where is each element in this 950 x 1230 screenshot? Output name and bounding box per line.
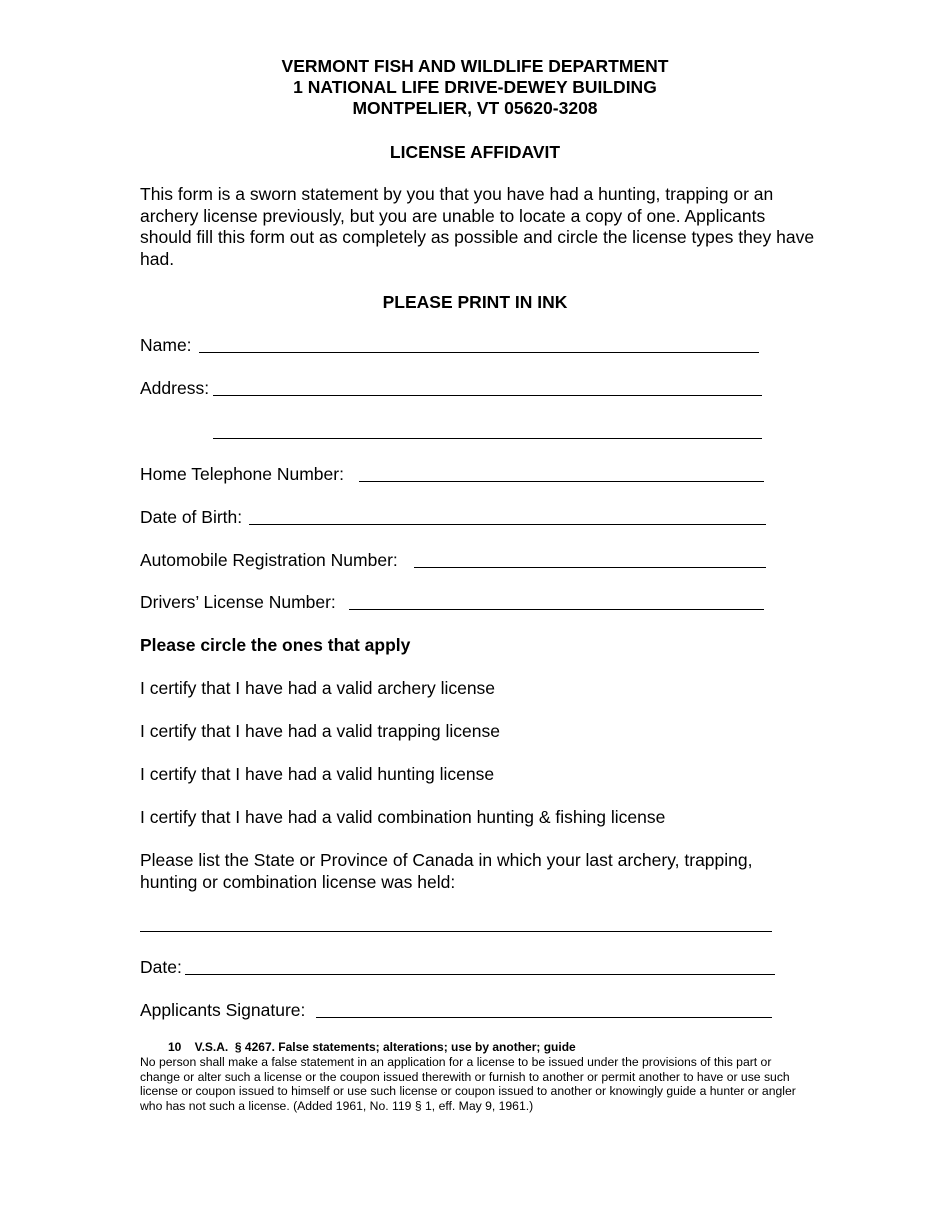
department-name: VERMONT FISH AND WILDLIFE DEPARTMENT — [281, 56, 669, 76]
cert-trapping[interactable]: I certify that I have had a valid trapping license — [140, 721, 500, 741]
cert-hunting[interactable]: I certify that I have had a valid hunting license — [140, 764, 495, 784]
name-line[interactable] — [199, 352, 759, 353]
drivers-license-line[interactable] — [349, 609, 764, 610]
dob-line[interactable] — [249, 524, 766, 525]
name-label: Name: — [140, 335, 192, 355]
address-line-2[interactable] — [213, 438, 762, 439]
cert-archery[interactable]: I certify that I have had a valid archery license — [140, 678, 496, 698]
department-header — [0, 56, 950, 119]
signature-line[interactable] — [316, 1017, 772, 1018]
statute-text: No person shall make a false statement in an application for a license to be issued under the provisions of this part or change or alter such a license or the coupon issued therewith or furnish to another or permit another to have or use such license or coupon issued to himself or use such license or coupon issued to another or knowingly guide a hunter or angler who has not such a license. (Added 1961, No. 119 § 1, eff. May 9, 1961.) — [140, 1055, 796, 1113]
circle-heading: Please circle the ones that apply — [140, 635, 411, 655]
auto-reg-line[interactable] — [414, 567, 766, 568]
home-phone-line[interactable] — [359, 481, 764, 482]
form-title: LICENSE AFFIDAVIT — [389, 142, 561, 162]
date-label: Date: — [140, 957, 182, 977]
state-line[interactable] — [140, 931, 772, 932]
address-line-1[interactable] — [213, 395, 762, 396]
address-label: Address: — [140, 378, 210, 398]
department-city: MONTPELIER, VT 05620-3208 — [352, 98, 598, 118]
department-street: 1 NATIONAL LIFE DRIVE-DEWEY BUILDING — [293, 77, 657, 97]
date-line[interactable] — [185, 974, 775, 975]
signature-label: Applicants Signature: — [140, 1000, 306, 1020]
intro-paragraph: This form is a sworn statement by you that you have had a hunting, trapping or an archery license previously, but you are unable to locate a copy of one. Applicants should fill this form out as completely as possible and circle the license types they have had. — [140, 184, 815, 269]
cert-combination[interactable]: I certify that I have had a valid combination hunting & fishing license — [140, 807, 666, 827]
dob-label: Date of Birth: — [140, 507, 243, 527]
home-phone-label: Home Telephone Number: — [140, 464, 344, 484]
drivers-license-label: Drivers’ License Number: — [140, 592, 336, 612]
auto-reg-label: Automobile Registration Number: — [140, 550, 398, 570]
statute-title: 10 V.S.A. § 4267. False statements; alterations; use by another; guide — [168, 1040, 576, 1054]
state-prompt: Please list the State or Province of Canada in which your last archery, trapping, hunting or combination license was held: — [140, 850, 753, 892]
print-in-ink-note: PLEASE PRINT IN INK — [382, 292, 568, 312]
